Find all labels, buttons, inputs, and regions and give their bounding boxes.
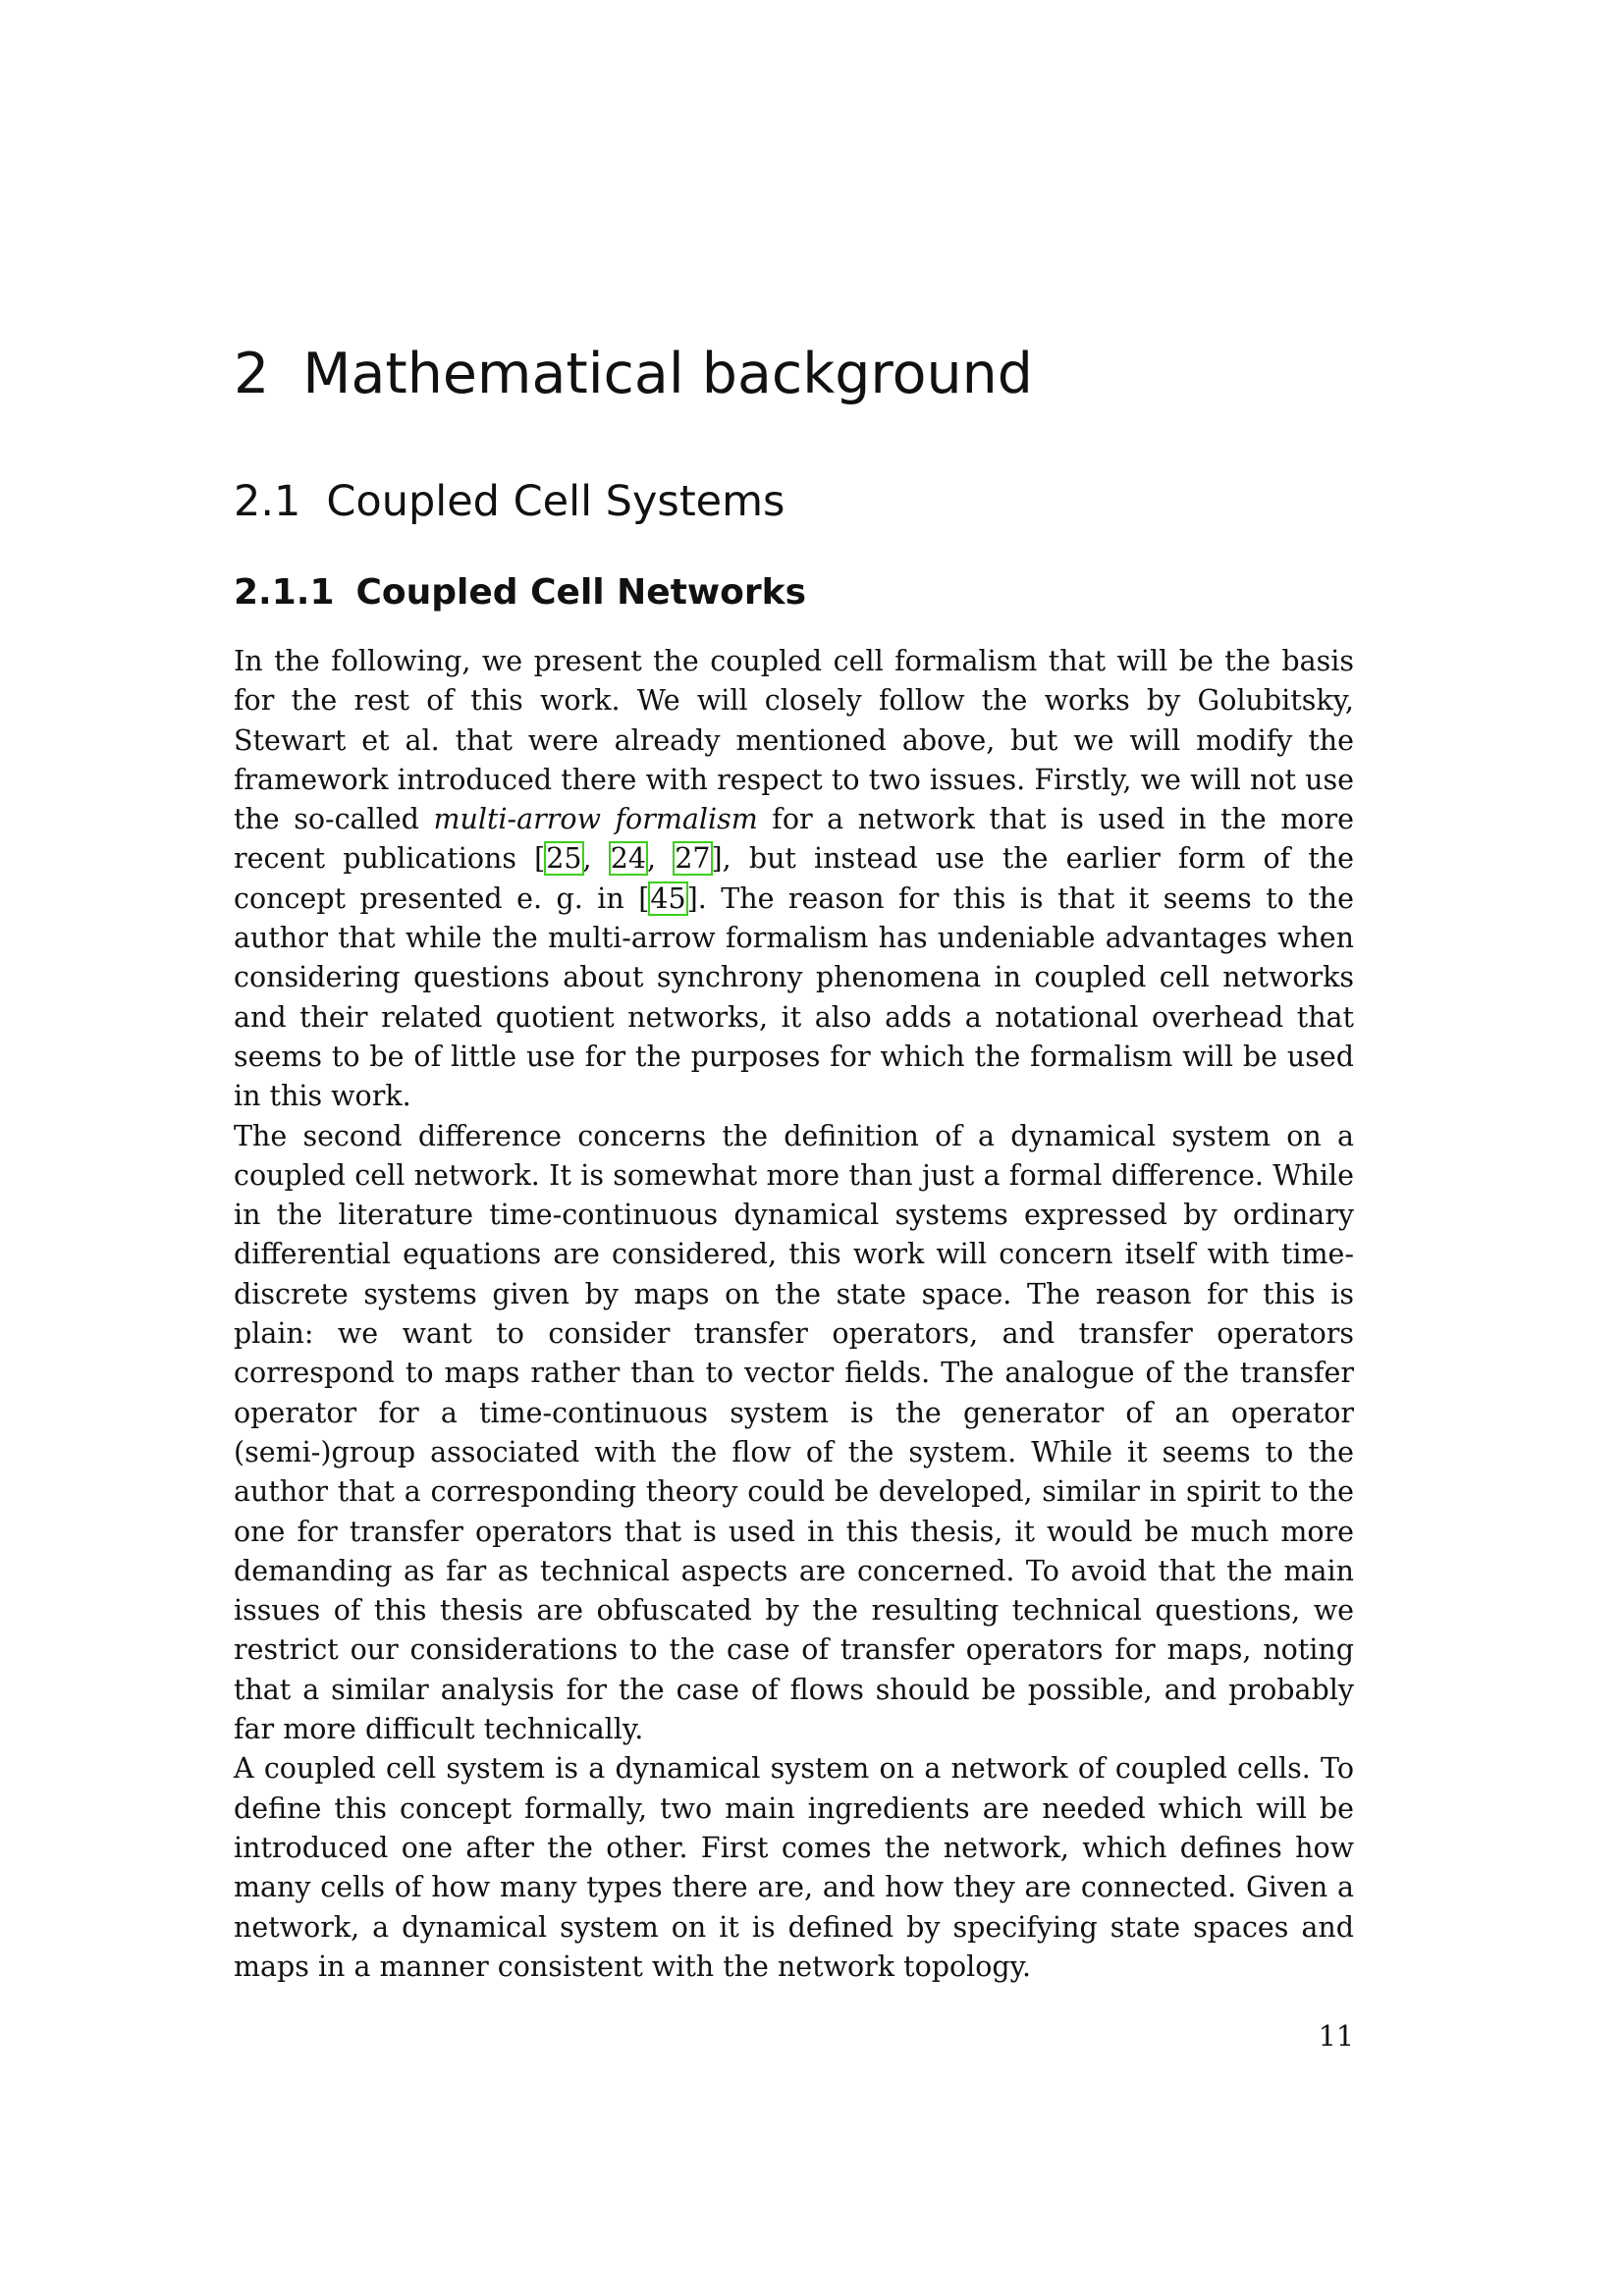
chapter-title: Mathematical background: [302, 342, 1033, 406]
paragraph-2: The second difference concerns the definition of a dynamical system on a coupled cell network. It is somewhat more than just a formal difference. While in the literature time-continuous dynamical systems expressed by ordinary differential equations are considered, this work will concern itself with time-discrete systems given by maps on the state space. The reason for this is plain: we want to consider transfer operators, and transfer operators correspond to maps rather than to vector fields. The analogue of the transfer operator for a time-continuous system is the generator of an operator (semi-)group associated with the flow of the system. While it seems to the author that a corresponding theory could be developed, similar in spirit to the one for transfer operators that is used in this thesis, it would be much more demanding as far as technical aspects are concerned. To avoid that the main issues of this thesis are obfuscated by the resulting technical questions, we restrict our considerations to the case of transfer operators for maps, noting that a similar analysis for the case of flows should be possible, and probably far more difficult technically.: [234, 1119, 1354, 1746]
bracket-open: [: [638, 881, 650, 915]
paragraph-3: A coupled cell system is a dynamical system on a network of coupled cells. To define this concept formally, two main ingredients are needed which will be introduced one after the other. First comes the network, which defines how many cells of how many types there are, and how they are connected. Given a network, a dynamical system on it is defined by specifying state spaces and maps in a manner consistent with the network topology.: [234, 1752, 1354, 1983]
chapter-heading: [234, 340, 1354, 408]
section-heading: [234, 475, 1354, 528]
paragraph-1-text-c: ], but instead use the earlier form of the concept presented e. g. in: [234, 842, 1355, 915]
citation-separator: ,: [582, 842, 610, 876]
section-title: Coupled Cell Systems: [326, 477, 785, 526]
body-text: [234, 642, 1354, 1987]
citation-link-45[interactable]: 45: [650, 881, 686, 915]
citation-link-25[interactable]: 25: [546, 842, 582, 876]
chapter-number: 2: [234, 342, 270, 406]
citation-link-24[interactable]: 24: [610, 842, 647, 876]
section-number: 2.1: [234, 477, 301, 526]
paragraph-1: [234, 642, 1354, 1117]
paragraph-1-text-b: for a network that is used in the more recent publications: [234, 803, 1354, 876]
bracket-open: [: [534, 842, 546, 876]
subsection-number: 2.1.1: [234, 572, 335, 613]
paragraph-1-text-a: In the following, we present the coupled cell formalism that will be the basis for the rest of this work. We will closely follow the works by Golubitsky, Stewart et al. that were already mentioned above, but we will modify the framework introduced there with respect to two issues. Firstly, we will not use the so-called: [234, 645, 1354, 836]
citation-separator: ,: [647, 842, 675, 876]
subsection-heading: [234, 571, 1354, 614]
citation-link-27[interactable]: 27: [675, 842, 711, 876]
subsection-title: Coupled Cell Networks: [355, 572, 807, 613]
multi-arrow-term: multi-arrow formalism: [433, 803, 758, 836]
page-number: 11: [1318, 2020, 1354, 2053]
paragraph-1-text-d: ]. The reason for this is that it seems to the author that while the multi-arrow formalism has undeniable advantages when considering questions about synchrony phenomena in coupled cell networks and their related quotient networks, it also adds a notational overhead that seems to be of little use for the purposes for which the formalism will be used in this work.: [234, 881, 1355, 1113]
